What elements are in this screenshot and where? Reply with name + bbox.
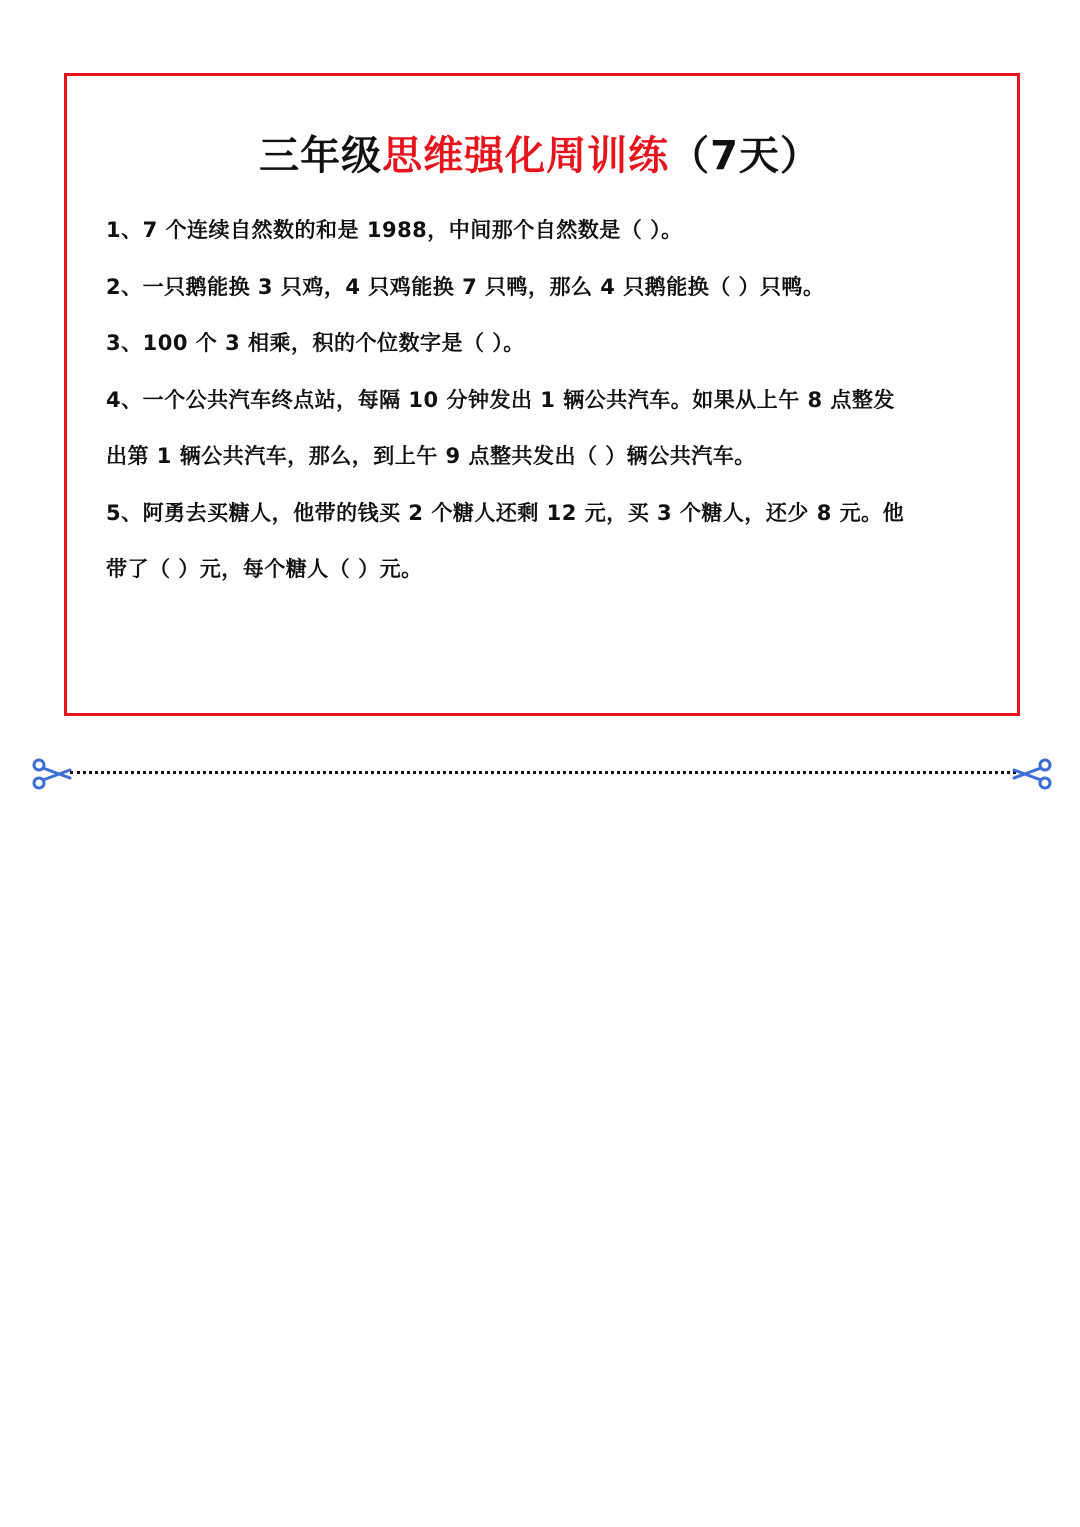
title-days: （7天）	[669, 133, 821, 179]
question-4-line-1: 4、一个公共汽车终点站，每隔 10 分钟发出 1 辆公共汽车。如果从上午 8 点整发	[106, 388, 895, 412]
cut-line	[30, 754, 1054, 794]
question-2: 2、一只鹅能换 3 只鸡，4 只鸡能换 7 只鸭，那么 4 只鹅能换（ ）只鸭。	[106, 275, 825, 299]
title-grade: 三年级	[259, 133, 383, 179]
question-5-line-1: 5、阿勇去买糖人，他带的钱买 2 个糖人还剩 12 元，买 3 个糖人，还少 8 元。他	[106, 501, 905, 525]
question-5-line-2: 带了（ ）元，每个糖人（ ）元。	[106, 557, 423, 581]
page-title	[0, 128, 1080, 184]
scissors-icon	[1010, 754, 1054, 794]
question-1: 1、7 个连续自然数的和是 1988，中间那个自然数是（ ）。	[106, 218, 683, 242]
question-4-line-2: 出第 1 辆公共汽车，那么，到上午 9 点整共发出（ ）辆公共汽车。	[106, 444, 756, 468]
scissors-icon	[30, 754, 74, 794]
title-training: 思维强化周训练	[382, 133, 670, 179]
dotted-cut-guide	[70, 771, 1016, 774]
question-3: 3、100 个 3 相乘，积的个位数字是（ ）。	[106, 331, 525, 355]
